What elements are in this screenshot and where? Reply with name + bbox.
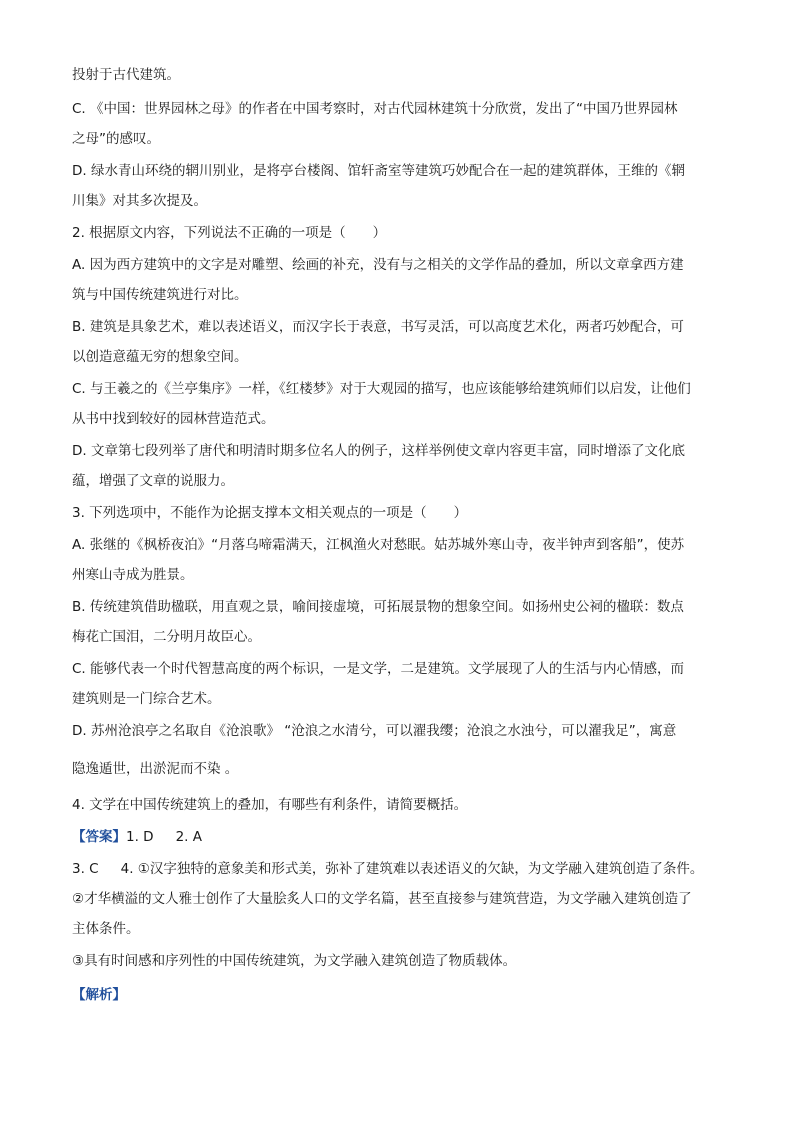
option-c-line: C. 与王羲之的《兰亭集序》一样，《红楼梦》对于大观园的描写，也应该能够给建筑师们以启发，让他们	[72, 381, 691, 397]
answer-1: 1. D	[126, 829, 154, 845]
answer-point-2: ②才华横溢的文人雅士创作了大量脍炙人口的文学名篇，甚至直接参与建筑营造，为文学融入建筑创造了	[72, 891, 692, 907]
option-a-line: A. 因为西方建筑中的文字是对雕塑、绘画的补充，没有与之相关的文学作品的叠加，所以文章拿西方建	[72, 257, 684, 273]
question-2: 2. 根据原文内容，下列说法不正确的一项是（ ）	[72, 225, 387, 241]
text-line: 梅花亡国泪，二分明月故臣心。	[72, 629, 261, 645]
answer-3: 3. C	[72, 861, 99, 877]
text-line: 隐逸遁世，出淤泥而不染 。	[72, 761, 239, 777]
answer-2: 2. A	[175, 829, 202, 845]
text-line: 投射于古代建筑。	[72, 67, 180, 83]
option-c-line: C. 《中国：世界园林之母》的作者在中国考察时，对古代园林建筑十分欣赏，发出了“中国乃世界园林	[72, 101, 678, 117]
answer-line	[72, 860, 703, 878]
text-line: 筑与中国传统建筑进行对比。	[72, 287, 248, 303]
text-line: 建筑则是一门综合艺术。	[72, 691, 221, 707]
text-line: 蕴，增强了文章的说服力。	[72, 473, 234, 489]
text-line: 从书中找到较好的园林营造范式。	[72, 411, 275, 427]
question-3: 3. 下列选项中，不能作为论据支撑本文相关观点的一项是（ ）	[72, 505, 468, 521]
option-c-line: C. 能够代表一个时代智慧高度的两个标识，一是文学，二是建筑。文学展现了人的生活与内心情感，而	[72, 661, 685, 677]
text-line: 主体条件。	[72, 921, 140, 937]
text-line: 以创造意蕴无穷的想象空间。	[72, 349, 248, 365]
option-b-line: B. 建筑是具象艺术，难以表述语义，而汉字长于表意，书写灵活，可以高度艺术化，两者巧妙配合，可	[72, 319, 684, 335]
answer-line	[72, 828, 202, 846]
option-d-line: D. 文章第七段列举了唐代和明清时期多位名人的例子，这样举例使文章内容更丰富，同时增添了文化底	[72, 443, 685, 459]
answer-4: 4. ①汉字独特的意象美和形式美，弥补了建筑难以表述语义的欠缺，为文学融入建筑创造了条件。	[120, 861, 704, 877]
text-line: 川集》对其多次提及。	[72, 193, 207, 209]
answer-point-3: ③具有时间感和序列性的中国传统建筑，为文学融入建筑创造了物质载体。	[72, 953, 517, 969]
option-a-line: A. 张继的《枫桥夜泊》“月落乌啼霜满天，江枫渔火对愁眠。姑苏城外寒山寺，夜半钟声到客船”，使苏	[72, 537, 685, 553]
analysis-label: 【解析】	[72, 987, 126, 1003]
option-b-line: B. 传统建筑借助楹联，用直观之景，喻间接虚境，可拓展景物的想象空间。如扬州史公祠的楹联：数点	[72, 599, 684, 615]
option-d-line: D. 苏州沧浪亭之名取自《沧浪歌》 “沧浪之水清兮，可以濯我缨；沧浪之水浊兮，可以濯我足”，寓意	[72, 723, 677, 739]
text-line: 之母”的感叹。	[72, 131, 160, 147]
option-d-line: D. 绿水青山环绕的辋川别业，是将亭台楼阁、馆轩斋室等建筑巧妙配合在一起的建筑群体，王维的《辋	[72, 163, 685, 179]
question-4: 4. 文学在中国传统建筑上的叠加，有哪些有利条件，请简要概括。	[72, 797, 468, 813]
answer-label: 【答案】	[72, 829, 126, 845]
text-line: 州寒山寺成为胜景。	[72, 567, 194, 583]
